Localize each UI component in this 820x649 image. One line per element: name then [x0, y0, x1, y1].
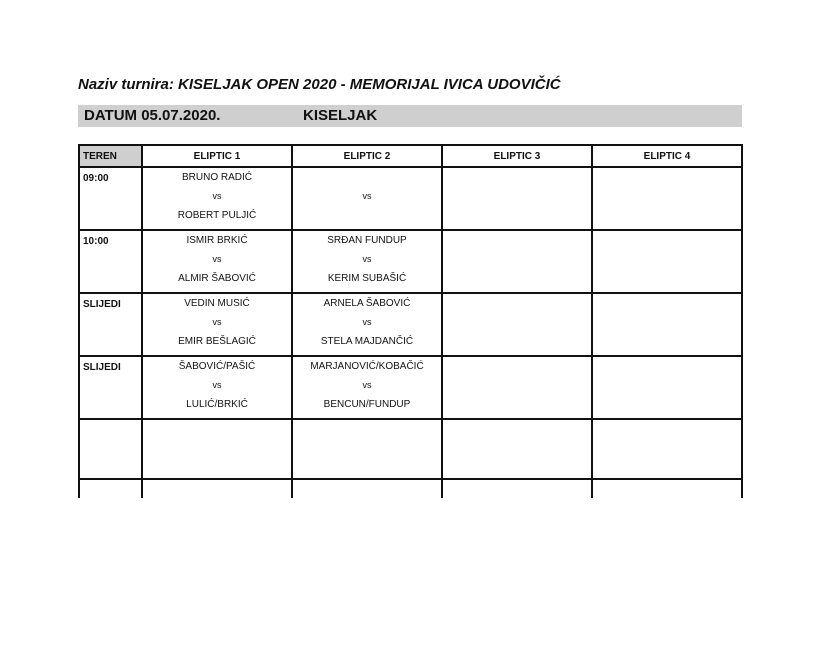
match-cell-eliptic-3 [442, 230, 592, 293]
match-cell-eliptic-3 [442, 293, 592, 356]
player-home [293, 168, 441, 187]
empty-cell [142, 419, 292, 479]
match [143, 357, 291, 414]
match-cell-eliptic-4 [592, 230, 742, 293]
player-away: BENCUN/FUNDUP [323, 399, 411, 410]
table-row-empty [79, 419, 742, 479]
vs-label: vs [212, 254, 222, 264]
time-slot: SLIJEDI [79, 356, 142, 419]
player-home: VEDIN MUSIĆ [184, 298, 250, 309]
player-away: KERIM SUBAŠIĆ [327, 273, 407, 284]
column-header-eliptic-4: ELIPTIC 4 [592, 145, 742, 167]
location-label: KISELJAK [303, 107, 378, 124]
player-away [293, 206, 441, 225]
match-cell-eliptic-2 [292, 356, 442, 419]
player-away: ALMIR ŠABOVIĆ [178, 273, 256, 284]
vs-label: vs [212, 191, 222, 201]
match-cell-eliptic-2 [292, 230, 442, 293]
empty-cell [592, 419, 742, 479]
match-cell-eliptic-2 [292, 167, 442, 230]
empty-cell [79, 419, 142, 479]
match-cell-eliptic-1 [142, 167, 292, 230]
match-cell-eliptic-3 [442, 167, 592, 230]
column-header-eliptic-2: ELIPTIC 2 [292, 145, 442, 167]
empty-cell [442, 479, 592, 498]
match [293, 168, 441, 225]
match-cell-eliptic-4 [592, 167, 742, 230]
match [293, 294, 441, 351]
match [143, 294, 291, 351]
empty-cell [292, 419, 442, 479]
empty-cell [442, 419, 592, 479]
tournament-title: Naziv turnira: KISELJAK OPEN 2020 - MEMORIJAL IVICA UDOVIČIĆ [78, 76, 561, 93]
match-cell-eliptic-2 [292, 293, 442, 356]
vs-label: vs [362, 317, 372, 327]
column-header-eliptic-3: ELIPTIC 3 [442, 145, 592, 167]
match-cell-eliptic-4 [592, 356, 742, 419]
table-row [79, 167, 742, 230]
time-slot: SLIJEDI [79, 293, 142, 356]
player-away: STELA MAJDANČIĆ [320, 336, 414, 347]
empty-cell [142, 479, 292, 498]
vs-label: vs [362, 254, 372, 264]
table-row [79, 293, 742, 356]
player-home: BRUNO RADIĆ [181, 172, 252, 183]
match-cell-eliptic-3 [442, 356, 592, 419]
empty-cell [292, 479, 442, 498]
vs-label: vs [362, 191, 372, 201]
table-header-row [79, 145, 742, 167]
player-home: ISMIR BRKIĆ [186, 235, 248, 246]
vs-label: vs [212, 380, 222, 390]
column-header-teren: TEREN [79, 145, 142, 167]
empty-cell [79, 479, 142, 498]
match-cell-eliptic-1 [142, 356, 292, 419]
match [293, 357, 441, 414]
date-label: DATUM 05.07.2020. [84, 107, 221, 124]
column-header-eliptic-1: ELIPTIC 1 [142, 145, 292, 167]
player-home: ŠABOVIĆ/PAŠIĆ [178, 361, 256, 372]
match [143, 231, 291, 288]
vs-label: vs [362, 380, 372, 390]
table-row-empty [79, 479, 742, 498]
match-cell-eliptic-1 [142, 293, 292, 356]
player-away: EMIR BEŠLAGIĆ [178, 336, 256, 347]
player-home: ARNELA ŠABOVIĆ [323, 298, 411, 309]
player-away: LULIĆ/BRKIĆ [186, 399, 248, 410]
schedule-table [78, 144, 743, 498]
table-row [79, 230, 742, 293]
time-slot: 09:00 [79, 167, 142, 230]
match-cell-eliptic-4 [592, 293, 742, 356]
player-home: SRĐAN FUNDUP [327, 235, 407, 246]
match [293, 231, 441, 288]
player-away: ROBERT PULJIĆ [177, 210, 257, 221]
table-row [79, 356, 742, 419]
match [143, 168, 291, 225]
empty-cell [592, 479, 742, 498]
time-slot: 10:00 [79, 230, 142, 293]
match-cell-eliptic-1 [142, 230, 292, 293]
vs-label: vs [212, 317, 222, 327]
player-home: MARJANOVIĆ/KOBAČIĆ [310, 361, 424, 372]
